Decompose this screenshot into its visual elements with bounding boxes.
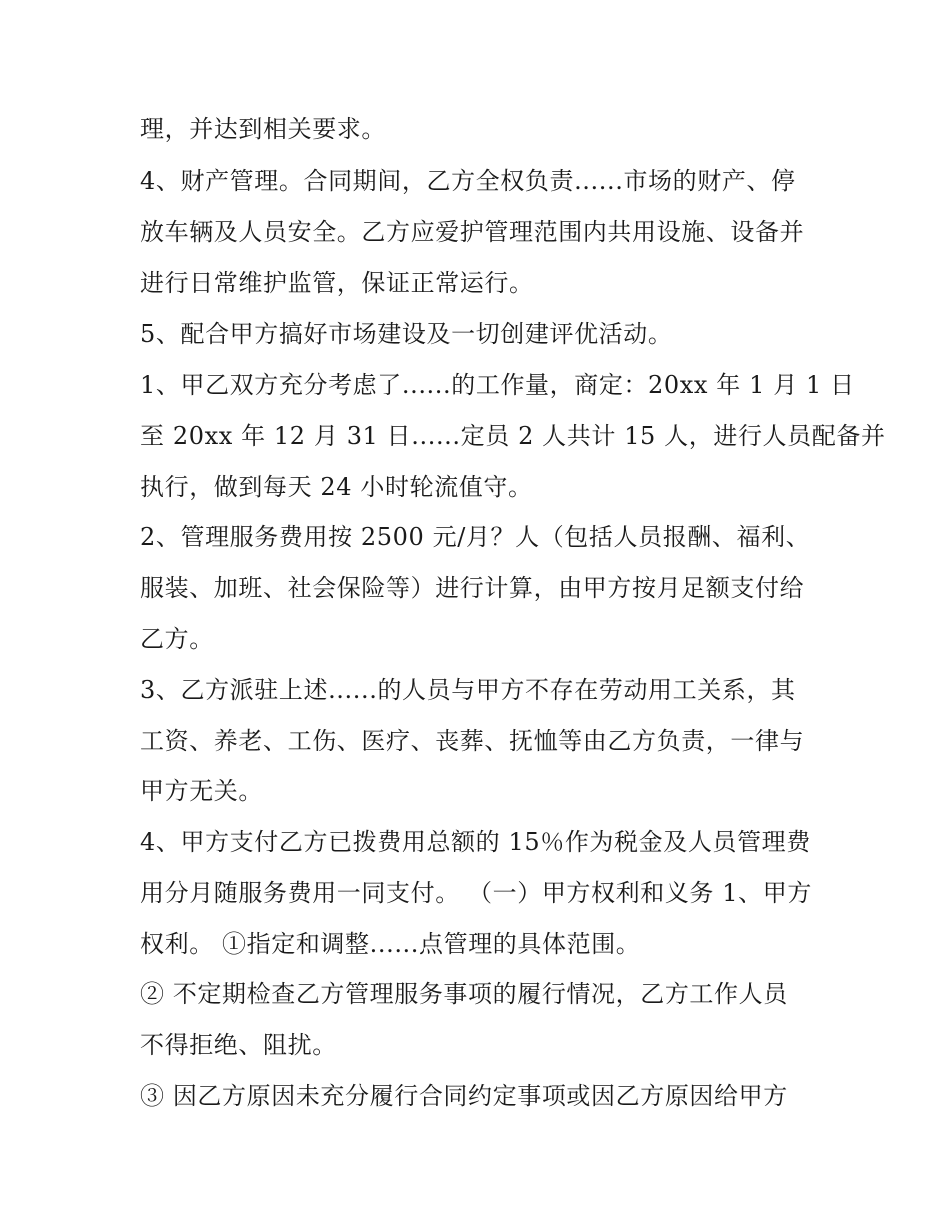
text-line: 乙方。 [140, 625, 214, 653]
text-line: ② 不定期检查乙方管理服务事项的履行情况，乙方工作人员 [140, 980, 788, 1008]
text-line: 2、管理服务费用按 2500 元/月？人（包括人员报酬、福利、 [140, 523, 811, 551]
text-line: 服装、加班、社会保险等）进行计算，由甲方按月足额支付给 [140, 574, 805, 602]
text-line: 放车辆及人员安全。乙方应爱护管理范围内共用设施、设备并 [140, 218, 805, 246]
text-line: 4、财产管理。合同期间，乙方全权负责......市场的财产、停 [140, 167, 796, 195]
text-line: 5、配合甲方搞好市场建设及一切创建评优活动。 [140, 320, 673, 348]
text-line: 执行，做到每天 24 小时轮流值守。 [140, 473, 533, 501]
text-line: 理，并达到相关要求。 [140, 115, 386, 143]
text-line: 4、甲方支付乙方已拨费用总额的 15％作为税金及人员管理费 [140, 828, 811, 856]
text-line: ③ 因乙方原因未充分履行合同约定事项或因乙方原因给甲方 [140, 1082, 788, 1110]
text-line: 用分月随服务费用一同支付。 （一）甲方权利和义务 1、甲方 [140, 879, 812, 907]
text-line: 3、乙方派驻上述......的人员与甲方不存在劳动用工关系，其 [140, 676, 796, 704]
text-line: 1、甲乙双方充分考虑了......的工作量，商定：20xx 年 1 月 1 日 [140, 371, 855, 399]
text-line: 不得拒绝、阻扰。 [140, 1031, 337, 1059]
text-line: 至 20xx 年 12 月 31 日......定员 2 人共计 15 人，进行人员配备并 [140, 422, 886, 450]
text-line: 工资、养老、工伤、医疗、丧葬、抚恤等由乙方负责，一律与 [140, 727, 805, 755]
text-line: 进行日常维护监管，保证正常运行。 [140, 269, 534, 297]
text-line: 甲方无关。 [140, 777, 263, 805]
text-line: 权利。 ①指定和调整......点管理的具体范围。 [140, 930, 641, 958]
